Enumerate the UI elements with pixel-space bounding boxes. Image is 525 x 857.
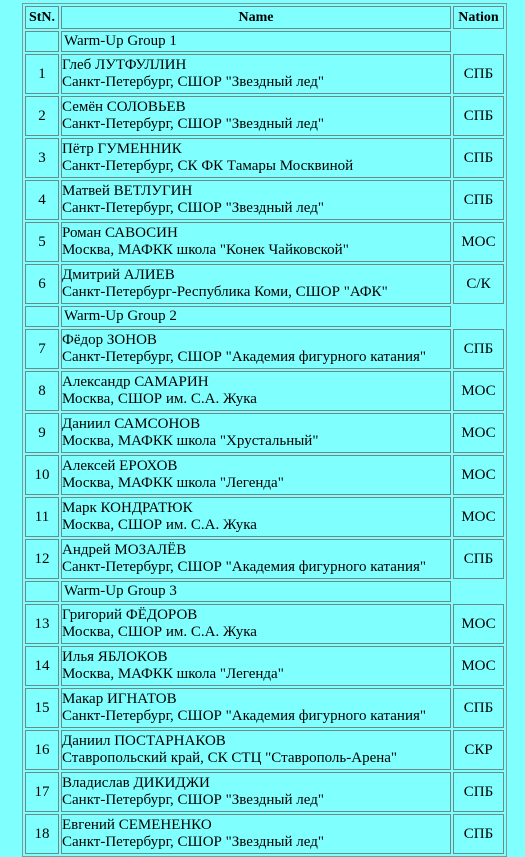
nation-code: СПБ xyxy=(453,180,504,220)
skater-name: Фёдор ЗОНОВ xyxy=(62,332,157,348)
skater-club: Санкт-Петербург, СШОР "Академия фигурного катания" xyxy=(62,349,427,365)
skater-name: Роман САВОСИН xyxy=(62,225,178,241)
skater-club: Москва, СШОР им. С.А. Жука xyxy=(62,391,257,407)
skater-name: Глеб ЛУТФУЛЛИН xyxy=(62,57,187,73)
skater-name: Андрей МОЗАЛЁВ xyxy=(62,542,187,558)
skater-cell xyxy=(61,138,451,178)
group-spacer xyxy=(25,306,59,327)
group-spacer xyxy=(453,306,504,327)
table-row xyxy=(25,222,504,262)
skater-name: Дмитрий АЛИЕВ xyxy=(62,267,175,283)
start-number: 7 xyxy=(25,329,59,369)
skater-name: Макар ИГНАТОВ xyxy=(62,691,177,707)
header-stn: StN. xyxy=(25,6,59,29)
skater-name: Григорий ФЁДОРОВ xyxy=(62,607,198,623)
skater-name: Семён СОЛОВЬЕВ xyxy=(62,99,186,115)
start-number: 15 xyxy=(25,688,59,728)
skater-club: Санкт-Петербург-Республика Коми, СШОР "АФК" xyxy=(62,284,388,300)
nation-code: СПБ xyxy=(453,688,504,728)
header-nation: Nation xyxy=(453,6,504,29)
skater-club: Санкт-Петербург, СШОР "Академия фигурного катания" xyxy=(62,708,427,724)
group-spacer xyxy=(453,581,504,602)
start-number: 12 xyxy=(25,539,59,579)
table-row xyxy=(25,138,504,178)
skater-club: Санкт-Петербург, СК ФК Тамары Москвиной xyxy=(62,158,354,174)
skater-club: Санкт-Петербург, СШОР "Звездный лед" xyxy=(62,834,324,850)
nation-code: СПБ xyxy=(453,96,504,136)
nation-code: С/К xyxy=(453,264,504,304)
skater-club: Санкт-Петербург, СШОР "Академия фигурного катания" xyxy=(62,559,427,575)
nation-code: МОС xyxy=(453,604,504,644)
table-row xyxy=(25,96,504,136)
skater-name: Илья ЯБЛОКОВ xyxy=(62,649,168,665)
skater-cell xyxy=(61,539,451,579)
skater-name: Даниил САМСОНОВ xyxy=(62,416,201,432)
skater-cell xyxy=(61,329,451,369)
skater-cell xyxy=(61,646,451,686)
skater-name: Пётр ГУМЕННИК xyxy=(62,141,182,157)
group-spacer xyxy=(25,31,59,52)
nation-code: СПБ xyxy=(453,772,504,812)
nation-code: МОС xyxy=(453,222,504,262)
nation-code: МОС xyxy=(453,455,504,495)
start-number: 17 xyxy=(25,772,59,812)
header-name: Name xyxy=(61,6,451,29)
table-row xyxy=(25,413,504,453)
start-number: 18 xyxy=(25,814,59,854)
skater-name: Матвей ВЕТЛУГИН xyxy=(62,183,193,199)
table-row xyxy=(25,497,504,537)
start-number: 1 xyxy=(25,54,59,94)
nation-code: СПБ xyxy=(453,54,504,94)
warmup-group-row xyxy=(25,306,504,327)
start-number: 3 xyxy=(25,138,59,178)
start-number: 13 xyxy=(25,604,59,644)
header-row xyxy=(25,6,504,29)
skater-cell xyxy=(61,688,451,728)
table-row xyxy=(25,455,504,495)
nation-code: СПБ xyxy=(453,539,504,579)
starting-order-table xyxy=(22,3,507,857)
table-row xyxy=(25,772,504,812)
table-row xyxy=(25,646,504,686)
skater-cell xyxy=(61,96,451,136)
nation-code: СПБ xyxy=(453,329,504,369)
start-number: 8 xyxy=(25,371,59,411)
skater-club: Москва, МАФКК школа "Конек Чайковской" xyxy=(62,242,349,258)
warmup-group-label: Warm-Up Group 1 xyxy=(61,31,451,52)
skater-name: Алексей ЕРОХОВ xyxy=(62,458,178,474)
skater-club: Москва, МАФКК школа "Легенда" xyxy=(62,475,284,491)
skater-club: Санкт-Петербург, СШОР "Звездный лед" xyxy=(62,116,324,132)
start-number: 10 xyxy=(25,455,59,495)
table-row xyxy=(25,54,504,94)
skater-cell xyxy=(61,772,451,812)
nation-code: СПБ xyxy=(453,138,504,178)
skater-club: Санкт-Петербург, СШОР "Звездный лед" xyxy=(62,74,324,90)
table-row xyxy=(25,180,504,220)
start-number: 6 xyxy=(25,264,59,304)
skater-cell xyxy=(61,180,451,220)
skater-club: Москва, МАФКК школа "Хрустальный" xyxy=(62,433,319,449)
skater-name: Александр САМАРИН xyxy=(62,374,209,390)
table-row xyxy=(25,814,504,854)
start-number: 16 xyxy=(25,730,59,770)
skater-name: Евгений СЕМЕНЕНКО xyxy=(62,817,212,833)
skater-cell xyxy=(61,455,451,495)
skater-cell xyxy=(61,54,451,94)
skater-club: Санкт-Петербург, СШОР "Звездный лед" xyxy=(62,200,324,216)
start-number: 14 xyxy=(25,646,59,686)
start-number: 9 xyxy=(25,413,59,453)
skater-cell xyxy=(61,604,451,644)
table-row xyxy=(25,604,504,644)
skater-cell xyxy=(61,814,451,854)
start-number: 5 xyxy=(25,222,59,262)
warmup-group-row xyxy=(25,581,504,602)
warmup-group-label: Warm-Up Group 3 xyxy=(61,581,451,602)
skater-cell xyxy=(61,730,451,770)
table-row xyxy=(25,264,504,304)
warmup-group-row xyxy=(25,31,504,52)
table-body xyxy=(25,31,504,854)
skater-name: Марк КОНДРАТЮК xyxy=(62,500,193,516)
table-row xyxy=(25,688,504,728)
group-spacer xyxy=(453,31,504,52)
skater-cell xyxy=(61,264,451,304)
nation-code: МОС xyxy=(453,413,504,453)
skater-club: Москва, МАФКК школа "Легенда" xyxy=(62,666,284,682)
group-spacer xyxy=(25,581,59,602)
table-row xyxy=(25,329,504,369)
table-row xyxy=(25,730,504,770)
skater-cell xyxy=(61,497,451,537)
skater-club: Ставропольский край, СК СТЦ "Ставрополь-Арена" xyxy=(62,750,398,766)
table-row xyxy=(25,539,504,579)
skater-name: Владислав ДИКИДЖИ xyxy=(62,775,210,791)
warmup-group-label: Warm-Up Group 2 xyxy=(61,306,451,327)
skater-club: Москва, СШОР им. С.А. Жука xyxy=(62,517,257,533)
skater-cell xyxy=(61,222,451,262)
skater-name: Даниил ПОСТАРНАКОВ xyxy=(62,733,226,749)
nation-code: МОС xyxy=(453,646,504,686)
skater-club: Санкт-Петербург, СШОР "Звездный лед" xyxy=(62,792,324,808)
nation-code: МОС xyxy=(453,371,504,411)
start-number: 2 xyxy=(25,96,59,136)
table-row xyxy=(25,371,504,411)
skater-club: Москва, СШОР им. С.А. Жука xyxy=(62,624,257,640)
start-number: 4 xyxy=(25,180,59,220)
skater-cell xyxy=(61,413,451,453)
nation-code: МОС xyxy=(453,497,504,537)
skater-cell xyxy=(61,371,451,411)
start-number: 11 xyxy=(25,497,59,537)
nation-code: СПБ xyxy=(453,814,504,854)
nation-code: СКР xyxy=(453,730,504,770)
